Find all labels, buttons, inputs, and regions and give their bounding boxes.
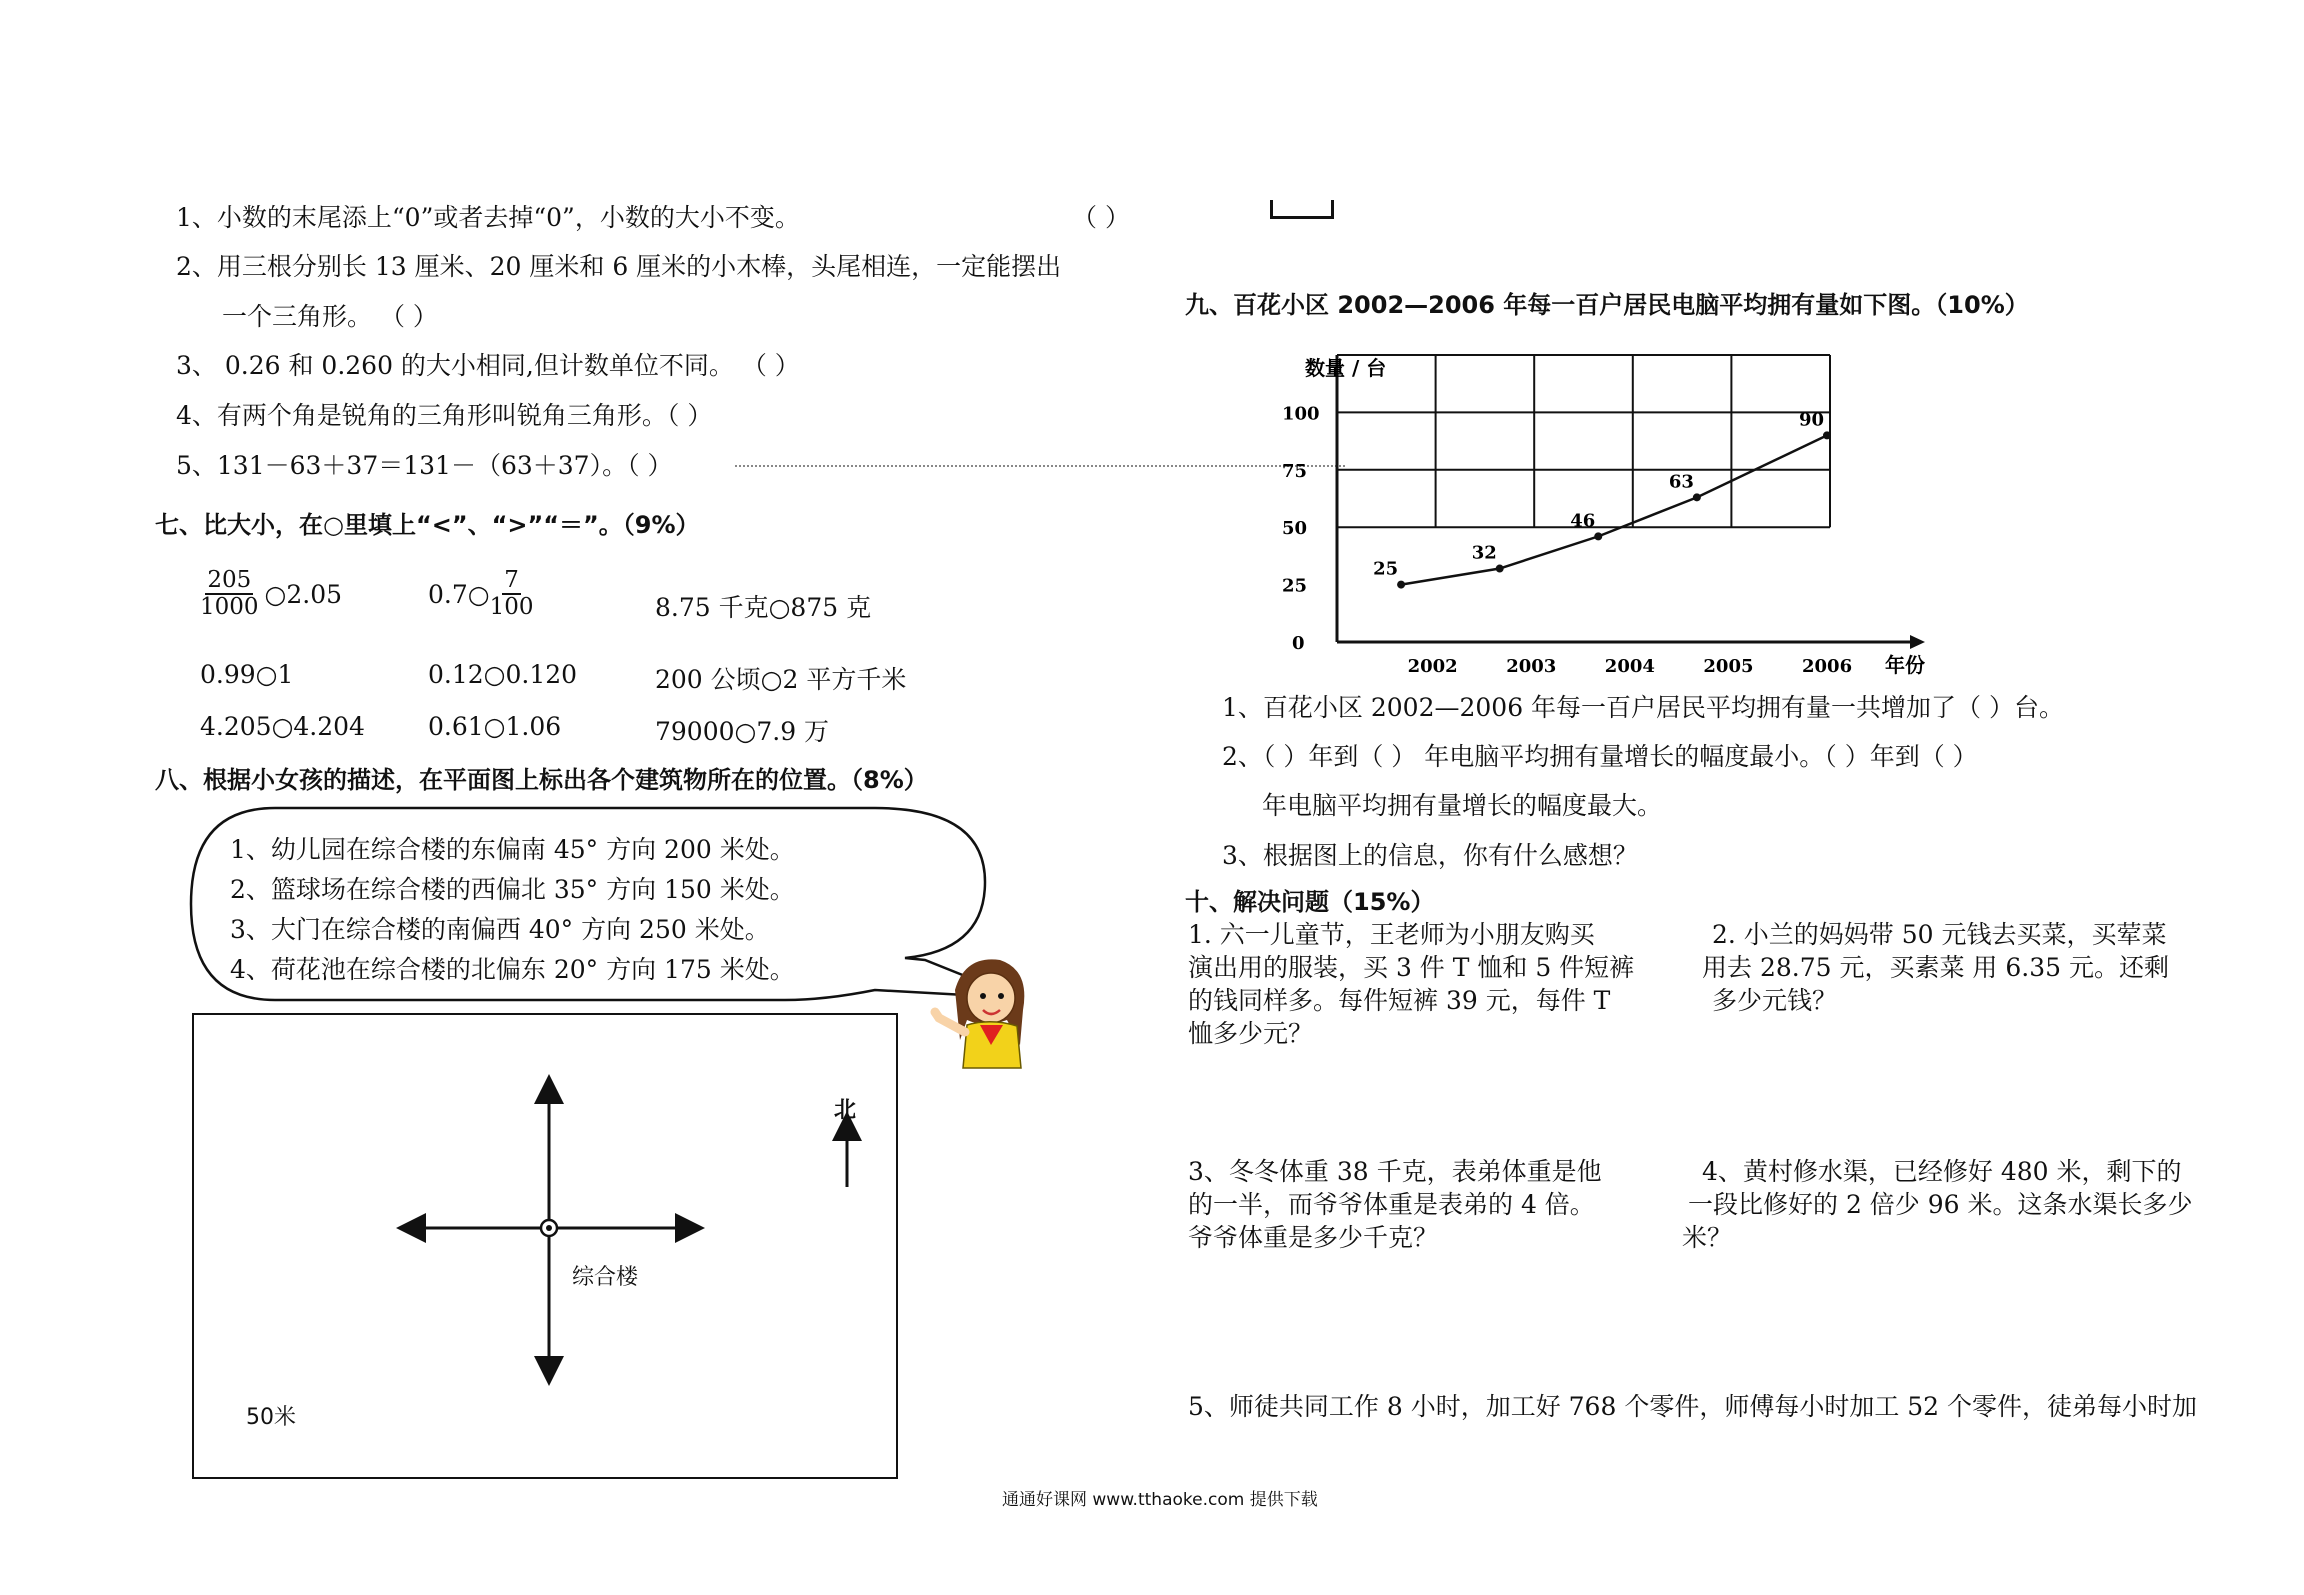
footer-credit: 通通好课网 www.tthaoke.com 提供下载 [1002,1490,1318,1510]
fraction-numerator: 7 [502,568,521,595]
compare-row-1 [200,568,342,621]
fraction-7-100 [490,568,534,621]
judge-item-2-cont: 一个三角形。 （ ） [222,302,438,331]
problem-5: 5、师徒共同工作 8 小时，加工好 768 个零件，师傅每小时加工 52 个零件，徒弟每小时加 [1188,1392,2198,1421]
x-tick-label: 2002 [1407,656,1458,677]
judge-item-1-text: 1、小数的末尾添上“0”或者去掉“0”，小数的大小不变。 [176,203,800,232]
series-line [1401,435,1827,584]
y-tick-label: 100 [1282,403,1320,425]
problem-3-line-1: 3、冬冬体重 38 千克，表弟体重是他 [1188,1157,1602,1186]
girl-illustration [925,950,1045,1070]
compare-2b[interactable]: 0.12○0.120 [428,660,578,689]
data-label: 46 [1570,510,1596,532]
scale-label: 50米 [246,1405,296,1430]
bubble-line-1: 1、幼儿园在综合楼的东偏南 45° 方向 200 米处。 [230,835,795,864]
center-building-label: 综合楼 [572,1265,639,1290]
problem-2-line-2: 用去 28.75 元，买素菜 用 6.35 元。还剩 [1702,953,2169,982]
fraction-denominator: 1000 [200,594,259,621]
section7-title: 七、比大小，在○里填上“<”、“>”“＝”。（9%） [155,511,700,539]
compare-row-1b [428,568,533,621]
compare-1c[interactable]: 8.75 千克○875 克 [655,593,872,622]
x-axis-label: 年份 [1885,653,1925,677]
fraction-numerator: 205 [205,568,253,595]
fraction-denominator: 100 [489,594,534,621]
y-tick-label: 50 [1282,518,1308,540]
data-point [1823,431,1831,439]
compare-3a[interactable]: 4.205○4.204 [200,712,365,741]
dotted-separator [735,465,1345,467]
data-point [1693,493,1701,501]
judge-item-3: 3、 0.26 和 0.260 的大小相同,但计数单位不同。 （ ） [176,351,800,380]
bracket-mark [1270,200,1334,219]
section9-title: 九、百花小区 2002—2006 年每一百户居民电脑平均拥有量如下图。（10%） [1185,291,2029,319]
y-tick-label: 25 [1282,575,1308,597]
line-chart [1270,345,1950,690]
data-label: 32 [1471,542,1497,564]
question-9-2: 2、（ ）年到（ ） 年电脑平均拥有量增长的幅度最小。（ ）年到（ ） [1222,742,1978,771]
judge-item-4: 4、有两个角是锐角的三角形叫锐角三角形。（ ） [176,401,713,430]
problem-4-line-3: 米？ [1682,1223,1733,1252]
section10-title: 十、解决问题（15%） [1185,888,1435,916]
data-point [1594,532,1602,540]
fraction-205-1000 [200,568,259,621]
problem-4-line-2: 一段比修好的 2 倍少 96 米。这条水渠长多少 [1688,1190,2193,1219]
bubble-line-4: 4、荷花池在综合楼的北偏东 20° 方向 175 米处。 [230,955,795,984]
judge-item-1-paren[interactable]: （ ） [1072,203,1130,232]
compare-2c[interactable]: 200 公顷○2 平方千米 [655,665,907,694]
compass-cross [194,1015,896,1477]
judge-item-2: 2、用三根分别长 13 厘米、20 厘米和 6 厘米的小木棒，头尾相连，一定能摆出 [176,252,1062,281]
north-label: 北 [834,1098,857,1123]
compare-3b[interactable]: 0.61○1.06 [428,712,562,741]
x-tick-label: 2005 [1703,656,1754,677]
data-label: 25 [1373,558,1399,580]
plan-map[interactable] [192,1013,898,1479]
problem-3-line-2: 的一半，而爷爷体重是表弟的 4 倍。 [1188,1190,1595,1219]
data-point [1496,565,1504,573]
x-tick-label: 2004 [1604,656,1655,677]
data-label: 90 [1799,409,1825,431]
bubble-line-3: 3、大门在综合楼的南偏西 40° 方向 250 米处。 [230,915,770,944]
x-tick-label: 2003 [1506,656,1557,677]
problem-1-line-1: 1. 六一儿童节，王老师为小朋友购买 [1188,920,1595,949]
problem-2-line-1: 2. 小兰的妈妈带 50 元钱去买菜，买荤菜 [1712,920,2167,949]
question-9-3: 3、根据图上的信息，你有什么感想？ [1222,841,1638,870]
data-label: 63 [1668,471,1694,493]
bubble-line-2: 2、篮球场在综合楼的西偏北 35° 方向 150 米处。 [230,875,795,904]
problem-1-line-4: 恤多少元？ [1188,1019,1314,1048]
compare-2a[interactable]: 0.99○1 [200,660,294,689]
compare-3c[interactable]: 79000○7.9 万 [655,717,830,746]
data-point [1397,581,1405,589]
problem-3-line-3: 爷爷体重是多少千克？ [1188,1223,1439,1252]
judge-item-1 [176,198,800,234]
judge-item-5: 5、131－63＋37＝131－（63＋37）。（ ） [176,451,673,480]
y-tick-label: 75 [1282,460,1308,482]
y-tick-label: 0 [1292,633,1305,654]
y-axis-label: 数量 / 台 [1305,356,1387,380]
x-axis-arrow [1910,635,1925,649]
problem-4-line-1: 4、黄村修水渠，已经修好 480 米，剩下的 [1702,1157,2182,1186]
question-9-2-cont: 年电脑平均拥有量增长的幅度最大。 [1262,791,1663,820]
question-9-1: 1、百花小区 2002—2006 年每一百户居民平均拥有量一共增加了（ ）台。 [1222,693,2064,722]
problem-1-line-2: 演出用的服装，买 3 件 T 恤和 5 件短裤 [1188,953,1635,982]
section8-title: 八、根据小女孩的描述，在平面图上标出各个建筑物所在的位置。（8%） [155,766,928,794]
problem-2-line-3: 多少元钱？ [1712,986,1838,1015]
problem-1-line-3: 的钱同样多。每件短裤 39 元，每件 T [1188,986,1611,1015]
x-tick-label: 2006 [1802,656,1853,677]
compare-1b[interactable]: 0.7○ [428,579,490,609]
compare-1a[interactable]: ○2.05 [264,579,343,609]
